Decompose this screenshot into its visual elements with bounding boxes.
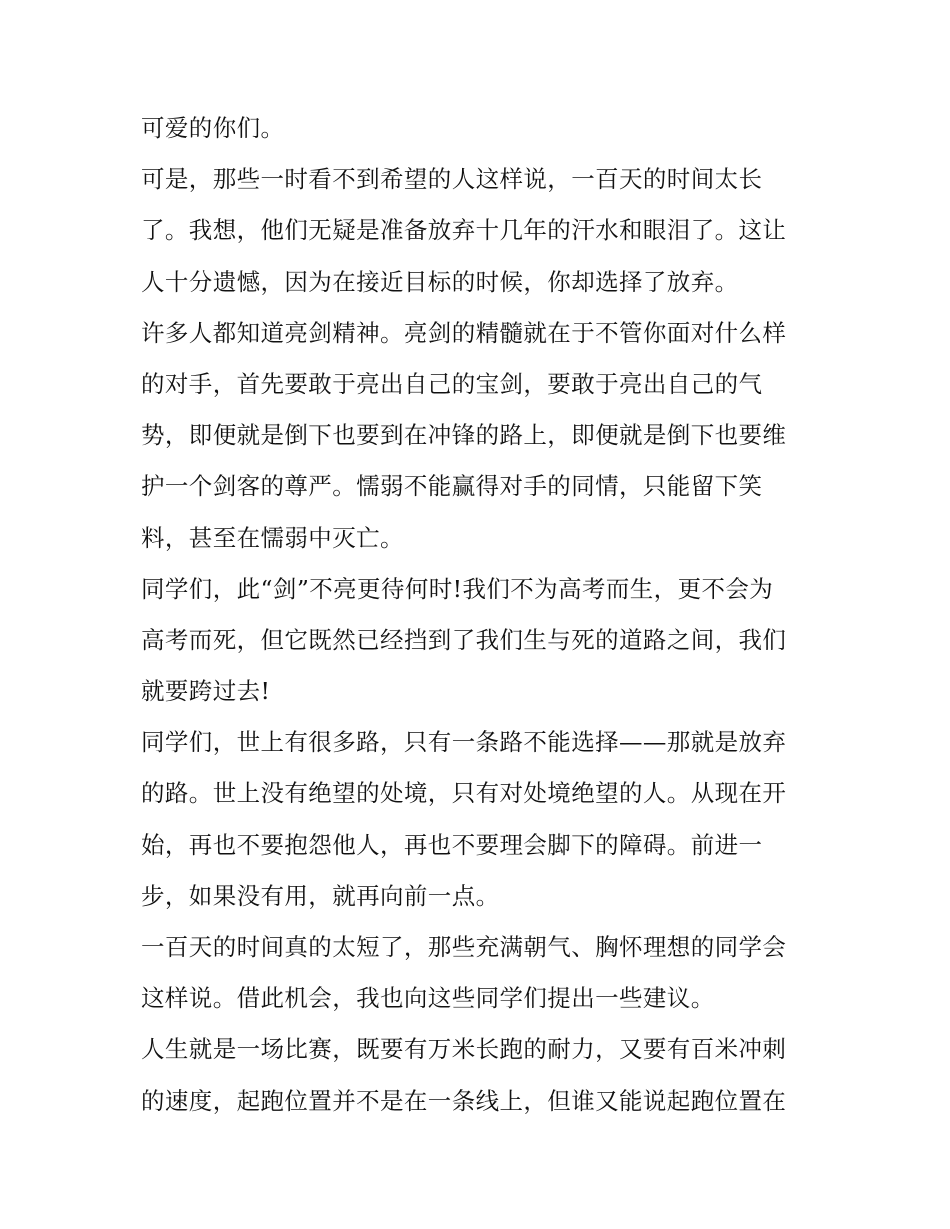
text-line: 人十分遗憾，因为在接近目标的时候，你却选择了放弃。 (141, 267, 739, 296)
text-line: 同学们，世上有很多路，只有一条路不能选择——那就是放弃 (141, 728, 787, 757)
text-line: 就要跨过去! (141, 677, 271, 706)
text-line: 人生就是一场比赛，既要有万米长跑的耐力，又要有百米冲刺 (141, 1035, 787, 1064)
text-line: 了。我想，他们无疑是准备放弃十几年的汗水和眼泪了。这让 (141, 216, 787, 245)
text-line: 一百天的时间真的太短了，那些充满朝气、胸怀理想的同学会 (141, 933, 787, 961)
text-line: 的对手，首先要敢于亮出自己的宝剑，要敢于亮出自己的气 (141, 369, 763, 398)
text-line: 许多人都知道亮剑精神。亮剑的精髓就在于不管你面对什么样 (141, 318, 787, 347)
text-line: 护一个剑客的尊严。懦弱不能赢得对手的同情，只能留下笑 (141, 472, 763, 501)
text-line: 可是，那些一时看不到希望的人这样说，一百天的时间太长 (141, 165, 763, 194)
text-line: 的速度，起跑位置并不是在一条线上，但谁又能说起跑位置在 (141, 1086, 787, 1115)
text-line: 始，再也不要抱怨他人，再也不要理会脚下的障碍。前进一 (141, 830, 763, 859)
text-line: 的路。世上没有绝望的处境，只有对处境绝望的人。从现在开 (141, 779, 787, 808)
text-line: 可爱的你们。 (141, 114, 285, 142)
text-line: 同学们，此“剑”不亮更待何时!我们不为高考而生，更不会为 (141, 574, 774, 603)
body-text (141, 103, 821, 1127)
text-line: 势，即便就是倒下也要到在冲锋的路上，即便就是倒下也要维 (141, 421, 787, 450)
text-line: 这样说。借此机会，我也向这些同学们提出一些建议。 (141, 984, 715, 1013)
text-line: 料，甚至在懦弱中灭亡。 (141, 523, 404, 552)
text-line: 步，如果没有用，就再向前一点。 (141, 881, 500, 910)
text-line: 高考而死，但它既然已经挡到了我们生与死的道路之间，我们 (141, 625, 787, 654)
